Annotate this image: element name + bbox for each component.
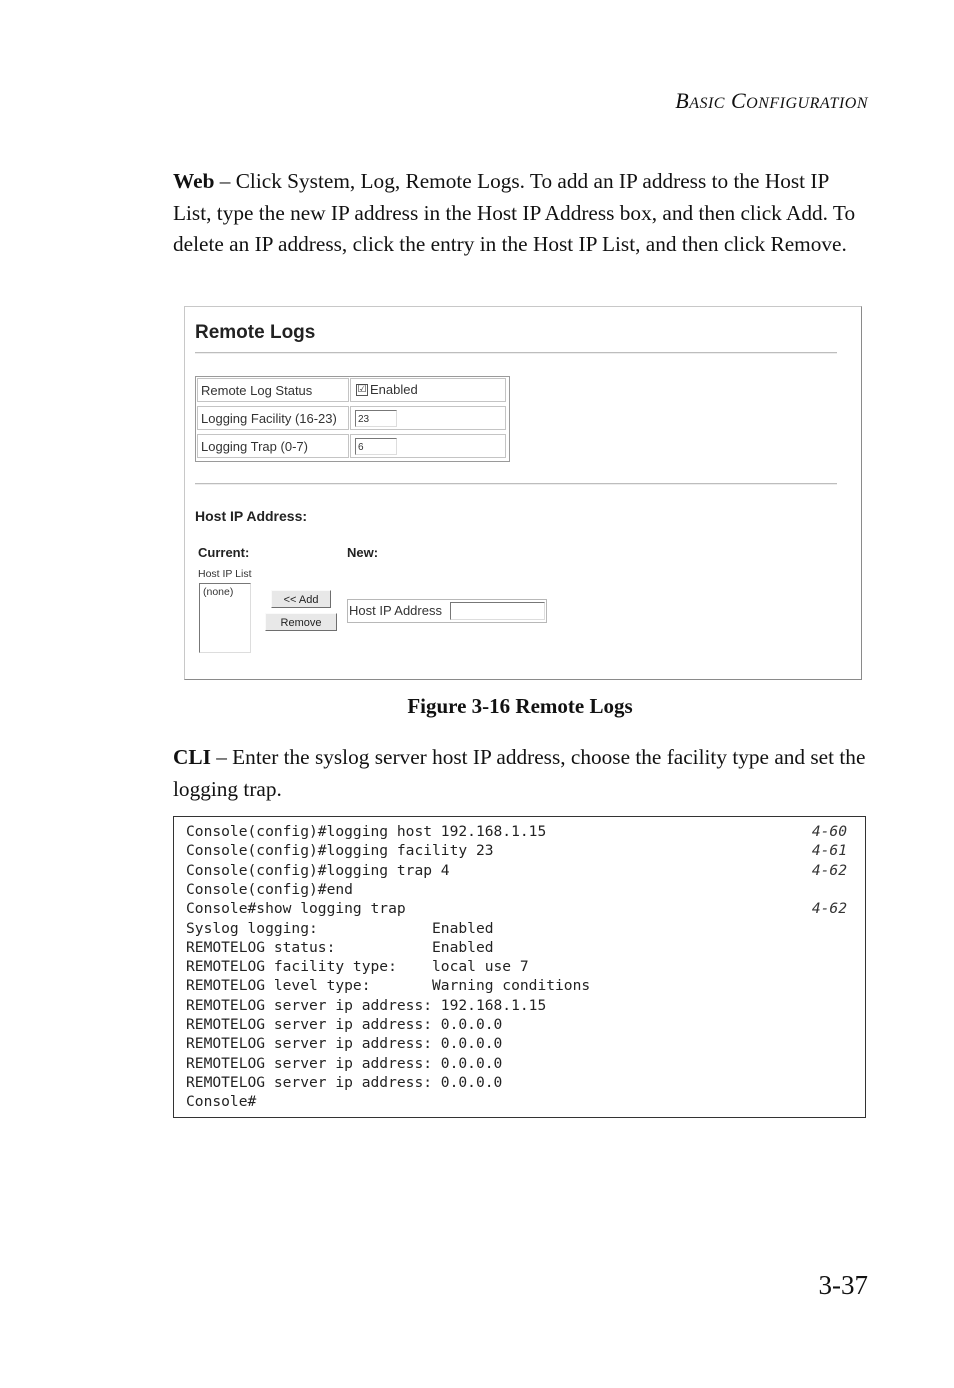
section-divider — [195, 483, 837, 485]
new-host-ip-box — [347, 599, 547, 623]
enabled-checkbox[interactable]: ☑ — [357, 384, 367, 395]
figure-caption: Figure 3-16 Remote Logs — [407, 694, 633, 718]
title-divider — [195, 352, 837, 354]
header-rest-configuration: ONFIGURATION — [746, 95, 868, 112]
code-line: Syslog logging: Enabled — [186, 919, 494, 937]
code-line: REMOTELOG status: Enabled — [186, 938, 494, 956]
logging-trap-input[interactable]: 6 — [355, 438, 397, 455]
code-reference: 4-62 — [811, 861, 847, 879]
host-ip-listbox[interactable] — [199, 583, 251, 653]
code-reference: 4-61 — [811, 842, 847, 860]
web-lead: Web — [173, 169, 215, 193]
code-line: REMOTELOG server ip address: 0.0.0.0 — [186, 1073, 503, 1091]
remote-log-status-label: Remote Log Status — [197, 378, 349, 402]
code-line: Console# — [186, 1093, 257, 1111]
enabled-label: Enabled — [370, 382, 418, 397]
new-column-label: New: — [347, 545, 379, 560]
remote-log-status-cell — [350, 378, 506, 402]
cli-code-block — [173, 816, 866, 1118]
add-button[interactable]: << Add — [271, 590, 331, 608]
code-line: REMOTELOG server ip address: 192.168.1.15 — [186, 996, 547, 1014]
host-ip-list-label: Host IP List — [198, 568, 252, 580]
code-line: Console(config)#end — [186, 880, 353, 898]
logging-facility-cell — [350, 406, 506, 430]
code-line: Console(config)#logging trap 4 — [186, 861, 450, 879]
remote-logs-screenshot — [184, 306, 862, 680]
page-title: Remote Logs — [195, 322, 316, 343]
host-ip-section-title: Host IP Address: — [195, 508, 308, 524]
code-reference: 4-62 — [811, 900, 847, 918]
remote-log-settings-table — [195, 376, 510, 462]
web-instructions — [173, 166, 867, 261]
remove-button[interactable]: Remove — [265, 613, 337, 631]
logging-facility-row — [196, 405, 509, 433]
web-text: – Click System, Log, Remote Logs. To add an IP address to the Host IP List, type the new IP address in the Host IP Address box, and then click Add. To delete an IP address, click the entry in the Host IP List, and then click Remove. — [173, 169, 856, 256]
host-ip-address-label: Host IP Address — [349, 603, 442, 618]
cli-lead: CLI — [173, 745, 211, 769]
code-line: Console(config)#logging facility 23 — [186, 842, 494, 860]
list-item[interactable]: (none) — [203, 586, 234, 598]
logging-facility-input[interactable]: 23 — [355, 410, 397, 427]
host-ip-address-input[interactable] — [450, 602, 545, 620]
logging-trap-label: Logging Trap (0-7) — [197, 434, 349, 458]
code-line: REMOTELOG server ip address: 0.0.0.0 — [186, 1054, 503, 1072]
current-column-label: Current: — [198, 545, 250, 560]
cli-instructions — [173, 742, 867, 805]
code-reference: 4-60 — [811, 823, 847, 840]
code-line: Console(config)#logging host 192.168.1.15 — [186, 823, 547, 840]
remote-log-status-row — [196, 377, 509, 405]
code-line: REMOTELOG level type: Warning conditions — [186, 977, 591, 995]
code-line: REMOTELOG facility type: local use 7 — [186, 958, 529, 976]
code-line: Console#show logging trap — [186, 900, 406, 918]
page-number: 3-37 — [818, 1270, 868, 1300]
cli-text: – Enter the syslog server host IP address, choose the facility type and set the logging trap. — [173, 745, 866, 801]
code-line: REMOTELOG server ip address: 0.0.0.0 — [186, 1035, 503, 1053]
logging-trap-cell — [350, 434, 506, 458]
header-rest-basic: ASIC — [689, 95, 725, 112]
running-header — [675, 88, 868, 114]
code-line: REMOTELOG server ip address: 0.0.0.0 — [186, 1016, 503, 1033]
header-initial-c: C — [730, 88, 747, 113]
logging-trap-row — [196, 433, 509, 461]
logging-facility-label: Logging Facility (16-23) — [197, 406, 349, 430]
header-initial-b: B — [675, 88, 690, 113]
